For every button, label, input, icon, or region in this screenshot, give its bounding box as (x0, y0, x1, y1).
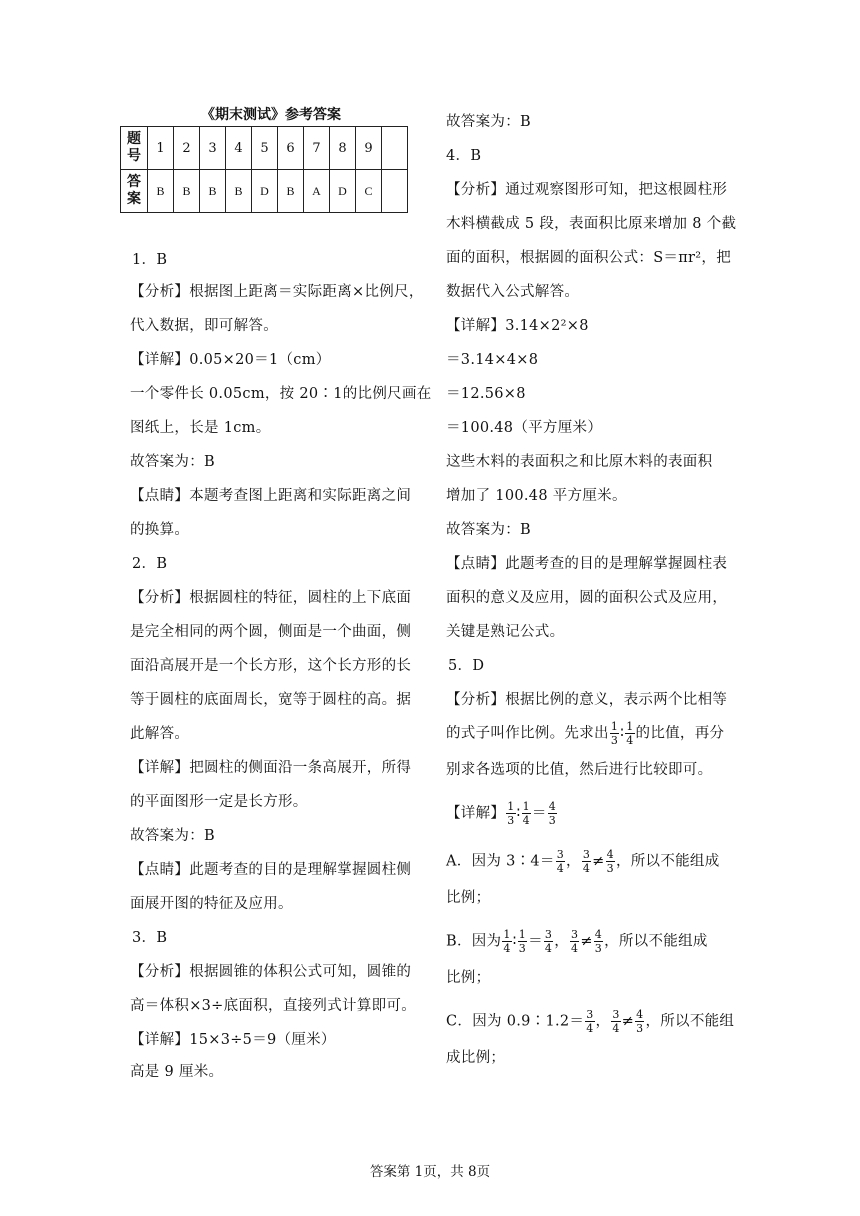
fraction (625, 720, 634, 747)
table-cell: 8 (330, 127, 356, 170)
left-line: 故答案为：B (130, 454, 215, 470)
table-cell: 5 (252, 127, 278, 170)
table-cell: 3 (200, 127, 226, 170)
fraction (606, 848, 615, 875)
numerator: 1 (518, 928, 527, 941)
right-line: ＝12.56×8 (446, 386, 526, 402)
right-line: 4．B (446, 148, 482, 164)
fraction (506, 800, 515, 827)
not-equal: ≠ (580, 933, 593, 950)
left-line: 等于圆柱的底面周长，宽等于圆柱的高。据 (130, 692, 412, 708)
left-line: 故答案为：B (130, 828, 215, 844)
table-cell: D (330, 170, 356, 213)
denominator: 3 (610, 734, 619, 747)
numerator: 4 (548, 800, 557, 813)
numerator: 1 (626, 720, 634, 733)
numerator: 3 (586, 1008, 594, 1021)
left-line: 是完全相同的两个圆，侧面是一个曲面，侧 (130, 624, 412, 640)
left-line: 【点睛】此题考查的目的是理解掌握圆柱侧 (130, 862, 412, 878)
option-text: B．因为 (446, 933, 502, 950)
table-cell: D (252, 170, 278, 213)
not-equal: ≠ (621, 1013, 635, 1030)
numerator: 4 (594, 928, 603, 941)
right-line: 木料横截成 5 段，表面积比原来增加 8 个截 (446, 216, 737, 232)
table-cell: B (174, 170, 200, 213)
numerator: 4 (606, 848, 614, 861)
right-line: 这些木料的表面积之和比原木料的表面积 (446, 454, 713, 470)
equals: ＝ (528, 933, 543, 950)
numerator: 1 (503, 928, 511, 941)
option-text: ，所以不能组成 (604, 933, 708, 950)
fraction (611, 1008, 620, 1035)
denominator: 3 (594, 942, 603, 955)
denominator: 3 (507, 814, 515, 827)
detail-label: 【详解】 (446, 805, 506, 822)
table-cell: C (356, 170, 382, 213)
left-line: 面展开图的特征及应用。 (130, 896, 293, 912)
left-line: 一个零件长 0.05cm，按 20∶1的比例尺画在 (130, 386, 432, 402)
numerator: 1 (507, 800, 515, 813)
numerator: 3 (571, 928, 579, 941)
table-cell: B (200, 170, 226, 213)
fraction (610, 720, 619, 747)
left-line: 3．B (132, 930, 168, 946)
table-cell (382, 170, 408, 213)
table-row-numbers (121, 127, 408, 170)
q5-text: 的比值，再分 (635, 725, 725, 742)
q5-text: 的式子叫作比例。先求出 (446, 725, 609, 742)
table-cell: A (304, 170, 330, 213)
q5-analysis-line: 【分析】根据比例的意义，表示两个比相等 (446, 692, 728, 708)
left-line: 代入数据，即可解答。 (130, 318, 278, 334)
table-cell: 2 (174, 127, 200, 170)
fraction (544, 928, 553, 955)
denominator: 4 (612, 1022, 620, 1035)
q5-option-c (446, 1008, 734, 1035)
denominator: 4 (571, 942, 579, 955)
fraction (522, 800, 531, 827)
page-title: 《期末测试》参考答案 (201, 107, 341, 123)
fraction (518, 928, 527, 955)
numerator: 3 (612, 1008, 620, 1021)
denominator: 4 (586, 1022, 594, 1035)
q5-option-b-cont: 比例； (446, 970, 491, 986)
numerator: 4 (636, 1008, 644, 1021)
table-cell: B (148, 170, 174, 213)
comma: ， (554, 933, 569, 950)
denominator: 4 (522, 814, 530, 827)
right-line: ＝100.48（平方厘米） (446, 420, 603, 436)
right-line: 【分析】通过观察图形可知，把这根圆柱形 (446, 182, 728, 198)
left-line: 图纸上，长是 1cm。 (130, 420, 271, 436)
right-line: 面的面积，根据圆的面积公式：S＝πr²，把 (446, 250, 732, 266)
fraction (502, 928, 511, 955)
fraction (548, 800, 557, 827)
numerator: 3 (544, 928, 553, 941)
table-cell: 9 (356, 127, 382, 170)
answer-table (120, 126, 408, 213)
comma: ， (566, 853, 581, 870)
q5-option-b (446, 928, 708, 955)
left-line: 此解答。 (130, 726, 190, 742)
fraction (570, 928, 579, 955)
comma: ， (595, 1013, 611, 1030)
q5-option-a-cont: 比例； (446, 890, 491, 906)
numerator: 1 (522, 800, 530, 813)
colon: ∶ (516, 805, 521, 822)
option-text: A．因为 3∶4＝ (446, 853, 555, 870)
table-cell: B (226, 170, 252, 213)
denominator: 4 (556, 862, 565, 875)
denominator: 4 (626, 734, 634, 747)
numerator: 3 (556, 848, 565, 861)
left-line: 【详解】0.05×20＝1（cm） (130, 352, 331, 368)
left-line: 【分析】根据圆锥的体积公式可知，圆锥的 (130, 964, 412, 980)
denominator: 3 (636, 1022, 644, 1035)
left-line: 的平面图形一定是长方形。 (130, 794, 308, 810)
right-line: ＝3.14×4×8 (446, 352, 539, 368)
numerator: 3 (582, 848, 591, 861)
right-line: 数据代入公式解答。 (446, 284, 580, 300)
colon: ∶ (512, 933, 517, 950)
q5-option-a (446, 848, 720, 875)
option-text: ，所以不能组 (645, 1013, 735, 1030)
not-equal: ≠ (592, 853, 605, 870)
table-cell: 1 (148, 127, 174, 170)
right-line: 增加了 100.48 平方厘米。 (446, 488, 627, 504)
left-line: 【点睛】本题考查图上距离和实际距离之间 (130, 488, 412, 504)
option-text: C．因为 0.9∶1.2＝ (446, 1013, 585, 1030)
right-line: 面积的意义及应用，圆的面积公式及应用， (446, 590, 728, 606)
table-head-number: 题号 (121, 127, 148, 170)
option-text: ，所以不能组成 (615, 853, 720, 870)
fraction (556, 848, 565, 875)
denominator: 3 (518, 942, 527, 955)
q5-detail-line (446, 800, 558, 827)
table-cell: B (278, 170, 304, 213)
table-cell: 7 (304, 127, 330, 170)
table-cell: 6 (278, 127, 304, 170)
right-line: 5．D (448, 658, 485, 674)
left-line: 2．B (132, 556, 168, 572)
left-line: 【详解】15×3÷5＝9（厘米） (130, 1032, 336, 1048)
right-line: 故答案为：B (446, 522, 531, 538)
denominator: 3 (606, 862, 614, 875)
table-cell (382, 127, 408, 170)
fraction (585, 1008, 594, 1035)
table-head-answer: 答案 (121, 170, 148, 213)
right-line: 故答案为：B (446, 114, 531, 130)
q5-analysis-line: 别求各选项的比值，然后进行比较即可。 (446, 762, 713, 778)
denominator: 4 (503, 942, 511, 955)
page-footer: 答案第 1页，共 8页 (369, 1164, 491, 1180)
denominator: 4 (544, 942, 553, 955)
colon: ∶ (620, 725, 625, 742)
table-cell: 4 (226, 127, 252, 170)
left-line: 的换算。 (130, 522, 190, 538)
left-line: 【详解】把圆柱的侧面沿一条高展开，所得 (130, 760, 412, 776)
left-line: 面沿高展开是一个长方形，这个长方形的长 (130, 658, 412, 674)
equals: ＝ (531, 805, 547, 822)
left-line: 1．B (132, 252, 168, 268)
q5-analysis-line (446, 720, 724, 747)
right-line: 【详解】3.14×2²×8 (446, 318, 589, 334)
left-line: 高是 9 厘米。 (130, 1064, 224, 1080)
right-line: 关键是熟记公式。 (446, 624, 565, 640)
denominator: 4 (582, 862, 591, 875)
q5-option-c-cont: 成比例； (446, 1050, 506, 1066)
table-row-answers (121, 170, 408, 213)
numerator: 1 (610, 720, 619, 733)
left-line: 【分析】根据图上距离＝实际距离×比例尺， (130, 284, 424, 300)
left-line: 【分析】根据圆柱的特征，圆柱的上下底面 (130, 590, 412, 606)
left-line: 高＝体积×3÷底面积，直接列式计算即可。 (130, 998, 417, 1014)
denominator: 3 (548, 814, 557, 827)
fraction (594, 928, 603, 955)
right-line: 【点睛】此题考查的目的是理解掌握圆柱表 (446, 556, 728, 572)
fraction (582, 848, 591, 875)
fraction (635, 1008, 644, 1035)
